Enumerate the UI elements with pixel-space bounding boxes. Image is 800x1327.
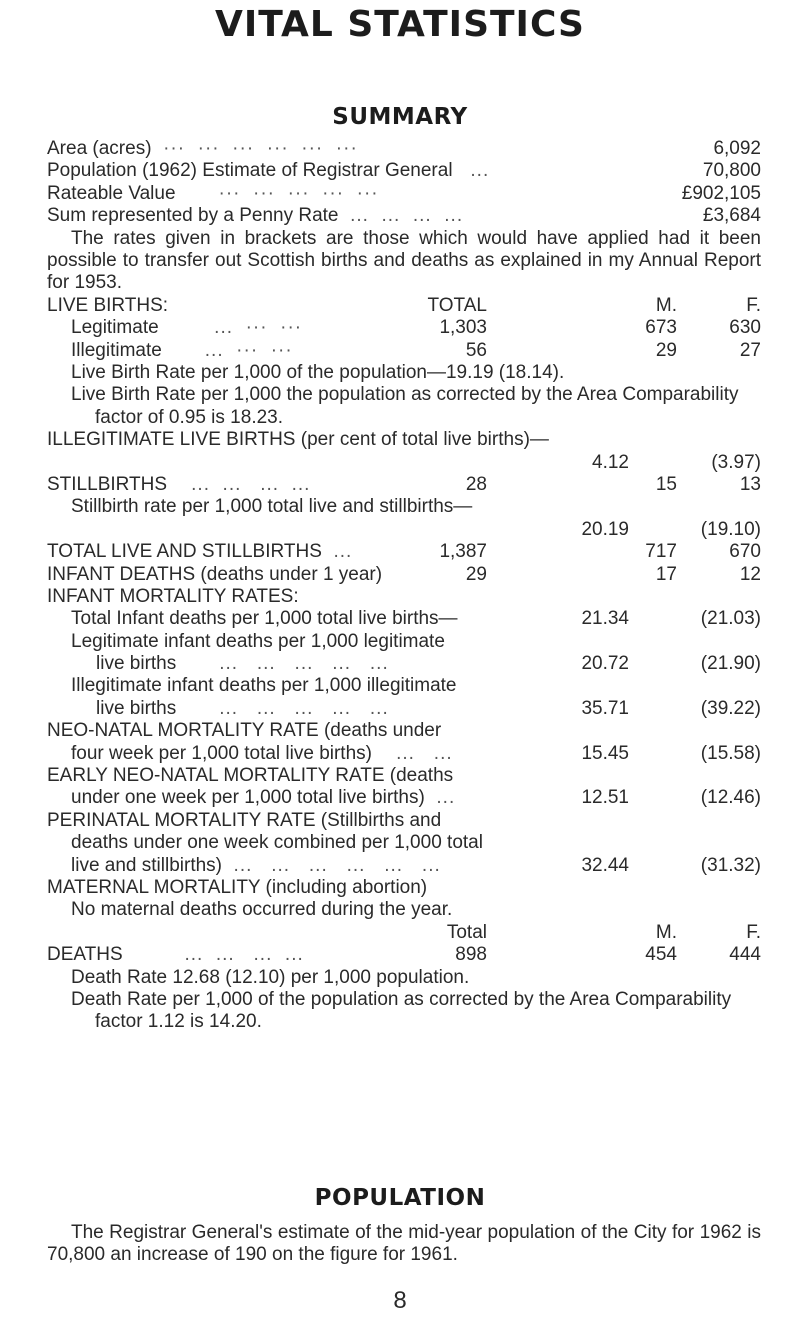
summary-value-rateable: £902,105 <box>681 182 761 204</box>
neo-natal-line2: four week per 1,000 total live births) ... ... 15.45 (15.58) <box>71 742 761 764</box>
deaths-header: Total M. F. <box>446 921 761 943</box>
live-births-illegitimate: Illegitimate ... ··· ··· 56 29 27 <box>71 339 761 361</box>
illegitimate-rate-row <box>47 452 761 474</box>
illegitimate-bracket: (3.97) <box>711 451 761 473</box>
infant-mortality-heading: INFANT MORTALITY RATES: <box>47 585 299 607</box>
stillbirth-rate: 20.19 <box>581 518 629 540</box>
live-births-header <box>47 295 761 317</box>
summary-value-penny-rate: £3,684 <box>702 205 761 227</box>
illegitimate-rate: 4.12 <box>592 451 629 473</box>
legit-infant-line1: Legitimate infant deaths per 1,000 legitimate <box>71 630 445 652</box>
illegit-infant-line1: Illegitimate infant deaths per 1,000 illegitimate <box>71 675 457 697</box>
perinatal-line3: live and stillbirths) ... ... ... ... ... ... 32.44 (31.32) <box>71 854 761 876</box>
summary-body <box>47 138 761 1034</box>
live-birth-corrected-rate: Live Birth Rate per 1,000 the population as corrected by the Area Comparability factor of 0.95 is 18.23. <box>71 384 739 428</box>
summary-row-population: Population (1962) Estimate of Registrar General ... 70,800 <box>47 160 761 182</box>
population-heading: POPULATION <box>314 1185 486 1211</box>
neo-natal-line1: NEO-NATAL MORTALITY RATE (deaths under <box>47 720 442 742</box>
population-text: The Registrar General's estimate of the mid-year population of the City for 1962 is 70,800 an increase of 190 on the figure for 1961. <box>47 1222 761 1266</box>
illegit-infant-line2: live births ... ... ... ... ... 35.71 (39.22) <box>96 697 761 719</box>
perinatal-line1: PERINATAL MORTALITY RATE (Stillbirths and <box>47 809 442 831</box>
total-live-still-row: TOTAL LIVE AND STILLBIRTHS ... 1,387 717 670 <box>47 541 761 563</box>
deaths-row: DEATHS ... ... ... ... 898 454 444 <box>47 944 761 966</box>
live-births-label: LIVE BIRTHS: <box>47 294 169 316</box>
col-total: TOTAL <box>427 294 487 316</box>
stillbirth-bracket: (19.10) <box>700 518 761 540</box>
summary-value-population: 70,800 <box>702 160 761 182</box>
summary-row-penny-rate: Sum represented by a Penny Rate ... ... ... ... £3,684 <box>47 205 761 227</box>
col-f: F. <box>746 294 761 316</box>
live-birth-rate: Live Birth Rate per 1,000 of the population—19.19 (18.14). <box>71 361 565 383</box>
infant-mortality-total-row: Total Infant deaths per 1,000 total live births— 21.34 (21.03) <box>71 608 761 630</box>
stillbirths-row: STILLBIRTHS ... ... ... ... 28 15 13 <box>47 473 761 495</box>
maternal-heading: MATERNAL MORTALITY (including abortion) <box>47 876 428 898</box>
intro-note: The rates given in brackets are those which would have applied had it been possible to transfer out Scottish births and deaths as explained in my Annual Report for 1953. <box>47 227 761 294</box>
stillbirth-rate-label-row: Stillbirth rate per 1,000 total live and stillbirths— <box>71 496 473 518</box>
summary-row-area: Area (acres) ··· ··· ··· ··· ··· ··· 6,092 <box>47 138 761 159</box>
perinatal-line2: deaths under one week combined per 1,000 total <box>71 832 483 854</box>
page-title: VITAL STATISTICS <box>215 4 585 45</box>
col-m: M. <box>655 294 677 316</box>
death-rate: Death Rate 12.68 (12.10) per 1,000 population. <box>71 966 470 988</box>
summary-value-area: 6,092 <box>713 138 761 159</box>
early-neo-natal-line2: under one week per 1,000 total live births) ... 12.51 (12.46) <box>71 787 761 809</box>
infant-deaths-row: INFANT DEATHS (deaths under 1 year) 29 17 12 <box>47 563 761 585</box>
illegitimate-label-row: ILLEGITIMATE LIVE BIRTHS (per cent of total live births)— <box>47 429 549 451</box>
summary-row-rateable-value: Rateable Value ··· ··· ··· ··· ··· £902,105 <box>47 182 761 204</box>
early-neo-natal-line1: EARLY NEO-NATAL MORTALITY RATE (deaths <box>47 765 454 787</box>
page-number: 8 <box>393 1287 407 1314</box>
stillbirth-rate-row <box>47 519 761 541</box>
death-corrected-rate: Death Rate per 1,000 of the population as corrected by the Area Comparability factor 1.12 is 14.20. <box>71 988 732 1033</box>
legit-infant-line2: live births ... ... ... ... ... 20.72 (21.90) <box>96 653 761 675</box>
maternal-note: No maternal deaths occurred during the year. <box>71 899 453 921</box>
live-births-legitimate: Legitimate ... ··· ··· 1,303 673 630 <box>71 317 761 339</box>
summary-heading: SUMMARY <box>332 104 468 130</box>
